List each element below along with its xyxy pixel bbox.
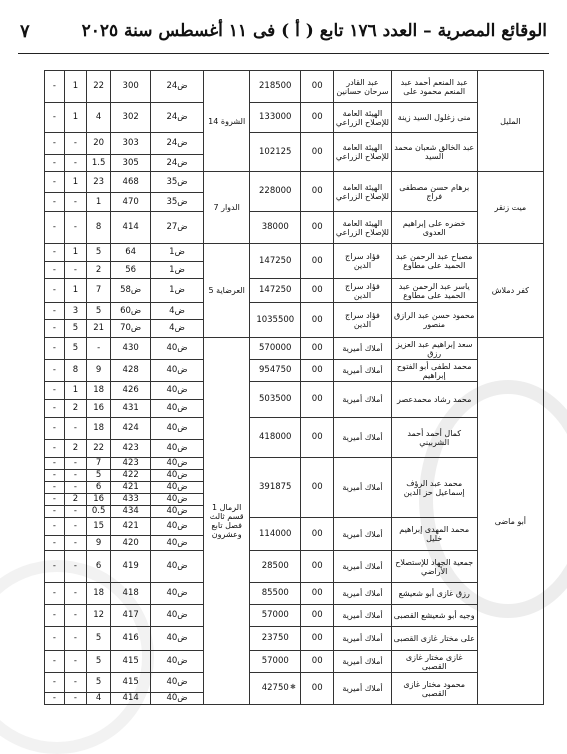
qirat-cell: 2 [64, 494, 86, 506]
holder-name-cell: الهيئة العامة للإصلاح الزراعي [334, 103, 391, 133]
feddan-cell: - [45, 506, 65, 518]
parcel-cell: ض40 [151, 382, 204, 400]
parcel-cell: ض1 [151, 244, 204, 262]
plot-cell: 417 [111, 605, 151, 627]
fraction-cell: 00 [301, 172, 334, 212]
plot-cell: 56 [111, 262, 151, 279]
owner-name-cell: سعد إبراهيم عبد العزيز رزق [391, 338, 477, 360]
feddan-cell: - [45, 627, 65, 651]
owner-name-cell: عبد المنعم أحمد عبد المنعم محمود على [391, 71, 477, 103]
holder-name-cell: أملاك أميرية [334, 418, 391, 458]
village-cell: المليل [477, 71, 543, 172]
parcel-cell: ض40 [151, 470, 204, 482]
sahm-cell: 20 [87, 133, 111, 155]
sahm-cell: 7 [87, 279, 111, 303]
holder-name-cell: أملاك أميرية [334, 360, 391, 382]
feddan-cell: - [45, 262, 65, 279]
sahm-cell: 5 [87, 627, 111, 651]
feddan-cell: - [45, 693, 65, 705]
table-row [45, 303, 544, 320]
owner-name-cell: مصباح عبد الرحمن عبد الحميد على مطاوع [391, 244, 477, 279]
owner-name-cell: على مختار غازى القصبى [391, 627, 477, 651]
owner-name-cell: محمود حسن عبد الرازق منصور [391, 303, 477, 338]
qirat-cell: 1 [64, 382, 86, 400]
holder-name-cell: أملاك أميرية [334, 673, 391, 705]
value-cell: 57000 [250, 651, 301, 673]
owner-name-cell: غازى مختار غازى القصبى [391, 651, 477, 673]
parcel-cell: ض40 [151, 418, 204, 440]
value-cell: 418000 [250, 418, 301, 458]
feddan-cell: - [45, 382, 65, 400]
feddan-cell: - [45, 320, 65, 338]
qirat-cell: - [64, 605, 86, 627]
plot-cell: ض60 [111, 303, 151, 320]
parcel-cell: ض24 [151, 155, 204, 172]
parcel-cell: ض1 [151, 279, 204, 303]
fraction-cell: 00 [301, 212, 334, 244]
sahm-cell: 5 [87, 673, 111, 693]
parcel-cell: ض40 [151, 693, 204, 705]
plot-cell: 423 [111, 440, 151, 458]
parcel-cell: ض40 [151, 536, 204, 551]
feddan-cell: - [45, 338, 65, 360]
plot-cell: 421 [111, 482, 151, 494]
qirat-cell: 5 [64, 320, 86, 338]
holder-name-cell: فؤاد سراج الدين [334, 244, 391, 279]
owner-name-cell: محمد عبد الرؤف إسماعيل حز الدين [391, 458, 477, 518]
sahm-cell: 7 [87, 458, 111, 470]
owner-name-cell: رزق غازى أبو شعيشع [391, 583, 477, 605]
feddan-cell: - [45, 103, 65, 133]
sahm-cell: 6 [87, 551, 111, 583]
table-row [45, 458, 544, 470]
plot-cell: 470 [111, 193, 151, 212]
parcel-cell: ض40 [151, 627, 204, 651]
table-row [45, 583, 544, 605]
fraction-cell: 00 [301, 458, 334, 518]
holder-name-cell: أملاك أميرية [334, 382, 391, 418]
fraction-cell: 00 [301, 627, 334, 651]
holder-name-cell: عبد القادر سرحان حسانين [334, 71, 391, 103]
plot-cell: ض58 [111, 279, 151, 303]
value-cell: 147250 [250, 244, 301, 279]
sahm-cell: 8 [87, 212, 111, 244]
parcel-cell: ض40 [151, 551, 204, 583]
holder-name-cell: أملاك أميرية [334, 338, 391, 360]
plot-cell: 418 [111, 583, 151, 605]
qirat-cell: 2 [64, 440, 86, 458]
hod-cell: العرضاية 5 [204, 244, 250, 338]
plot-cell: 303 [111, 133, 151, 155]
sahm-cell: 22 [87, 440, 111, 458]
qirat-cell: - [64, 551, 86, 583]
plot-cell: ض70 [111, 320, 151, 338]
feddan-cell: - [45, 494, 65, 506]
qirat-cell: 3 [64, 303, 86, 320]
sahm-cell: 2 [87, 262, 111, 279]
feddan-cell: - [45, 551, 65, 583]
holder-name-cell: الهيئة العامة للإصلاح الزراعي [334, 133, 391, 172]
sahm-cell: 1 [87, 193, 111, 212]
qirat-cell: 1 [64, 172, 86, 193]
plot-cell: 419 [111, 551, 151, 583]
feddan-cell: - [45, 458, 65, 470]
fraction-cell: 00 [301, 279, 334, 303]
feddan-cell: - [45, 583, 65, 605]
table-row [45, 279, 544, 303]
fraction-cell: 00 [301, 71, 334, 103]
stamp-mark: ✱ [290, 683, 296, 691]
parcel-cell: ض40 [151, 458, 204, 470]
qirat-cell: - [64, 506, 86, 518]
qirat-cell: - [64, 418, 86, 440]
value-cell: 147250 [250, 279, 301, 303]
qirat-cell: - [64, 627, 86, 651]
qirat-cell: - [64, 212, 86, 244]
owner-name-cell: كمال أحمد أحمد الشربيني [391, 418, 477, 458]
sahm-cell: 0.5 [87, 506, 111, 518]
sahm-cell: 22 [87, 71, 111, 103]
feddan-cell: - [45, 360, 65, 382]
owner-name-cell: عبد الخالق شعبان محمد السيد [391, 133, 477, 172]
value-cell: 85500 [250, 583, 301, 605]
owner-name-cell: خضره على إبراهيم العدوى [391, 212, 477, 244]
owner-name-cell: محمد المهدى إبراهيم خليل [391, 518, 477, 551]
holder-name-cell: الهيئة العامة للإصلاح الزراعي [334, 172, 391, 212]
feddan-cell: - [45, 536, 65, 551]
fraction-cell: 00 [301, 673, 334, 705]
village-cell: كفر دملاش [477, 244, 543, 338]
parcel-cell: ض40 [151, 360, 204, 382]
value-cell: 218500 [250, 71, 301, 103]
qirat-cell: - [64, 518, 86, 536]
feddan-cell: - [45, 155, 65, 172]
parcel-cell: ض40 [151, 583, 204, 605]
plot-cell: 64 [111, 244, 151, 262]
parcel-cell: ض40 [151, 338, 204, 360]
owner-name-cell: برهام حسن مصطفى فراج [391, 172, 477, 212]
holder-name-cell: فؤاد سراج الدين [334, 279, 391, 303]
land-records-table [44, 70, 544, 705]
feddan-cell: - [45, 518, 65, 536]
table-row [45, 71, 544, 103]
fraction-cell: 00 [301, 583, 334, 605]
parcel-cell: ض40 [151, 400, 204, 418]
qirat-cell: 5 [64, 338, 86, 360]
fraction-cell: 00 [301, 518, 334, 551]
qirat-cell: - [64, 673, 86, 693]
feddan-cell: - [45, 482, 65, 494]
plot-cell: 421 [111, 518, 151, 536]
table-row [45, 627, 544, 651]
sahm-cell: 1.5 [87, 155, 111, 172]
parcel-cell: ض40 [151, 482, 204, 494]
plot-cell: 414 [111, 212, 151, 244]
fraction-cell: 00 [301, 360, 334, 382]
holder-name-cell: أملاك أميرية [334, 605, 391, 627]
value-cell: 28500 [250, 551, 301, 583]
plot-cell: 420 [111, 536, 151, 551]
fraction-cell: 00 [301, 551, 334, 583]
fraction-cell: 00 [301, 382, 334, 418]
sahm-cell: 16 [87, 494, 111, 506]
holder-name-cell: الهيئة العامة للإصلاح الزراعي [334, 212, 391, 244]
value-cell: 133000 [250, 103, 301, 133]
holder-name-cell: فؤاد سراج الدين [334, 303, 391, 338]
feddan-cell: - [45, 244, 65, 262]
plot-cell: 433 [111, 494, 151, 506]
feddan-cell: - [45, 172, 65, 193]
plot-cell: 428 [111, 360, 151, 382]
sahm-cell: 5 [87, 303, 111, 320]
qirat-cell: - [64, 193, 86, 212]
plot-cell: 422 [111, 470, 151, 482]
value-cell: 102125 [250, 133, 301, 172]
table-row [45, 244, 544, 262]
feddan-cell: - [45, 651, 65, 673]
qirat-cell: - [64, 482, 86, 494]
parcel-cell: ض35 [151, 172, 204, 193]
plot-cell: 468 [111, 172, 151, 193]
plot-cell: 414 [111, 693, 151, 705]
sahm-cell: 9 [87, 360, 111, 382]
sahm-cell: 16 [87, 400, 111, 418]
value-cell: 954750 [250, 360, 301, 382]
feddan-cell: - [45, 400, 65, 418]
hod-cell: الرمال 1 قسم ثالث فصل تابع وعشرون [204, 338, 250, 705]
header-rule [18, 53, 549, 54]
sahm-cell: 18 [87, 418, 111, 440]
parcel-cell: ض40 [151, 651, 204, 673]
holder-name-cell: أملاك أميرية [334, 651, 391, 673]
plot-cell: 423 [111, 458, 151, 470]
holder-name-cell: أملاك أميرية [334, 583, 391, 605]
gazette-title: الوقائع المصرية – العدد ١٧٦ تابع ( أ ) فى ١١ أغسطس سنة ٢٠٢٥ [81, 21, 547, 41]
table-row [45, 382, 544, 400]
table-row [45, 651, 544, 673]
parcel-cell: ض24 [151, 103, 204, 133]
plot-cell: 430 [111, 338, 151, 360]
qirat-cell: - [64, 470, 86, 482]
parcel-cell: ض40 [151, 440, 204, 458]
plot-cell: 426 [111, 382, 151, 400]
qirat-cell: - [64, 693, 86, 705]
value-cell: 391875 [250, 458, 301, 518]
feddan-cell: - [45, 418, 65, 440]
sahm-cell: 4 [87, 103, 111, 133]
feddan-cell: - [45, 605, 65, 627]
table-row [45, 551, 544, 583]
plot-cell: 424 [111, 418, 151, 440]
owner-name-cell: جمعية الجهاد للإستصلاح الأراضي [391, 551, 477, 583]
plot-cell: 416 [111, 627, 151, 651]
parcel-cell: ض24 [151, 133, 204, 155]
owner-name-cell: محمد رشاد محمدعصر [391, 382, 477, 418]
fraction-cell: 00 [301, 338, 334, 360]
parcel-cell: ض4 [151, 303, 204, 320]
fraction-cell: 00 [301, 103, 334, 133]
sahm-cell: 18 [87, 583, 111, 605]
feddan-cell: - [45, 673, 65, 693]
value-cell: 57000 [250, 605, 301, 627]
owner-name-cell: منى زغلول السيد زينة [391, 103, 477, 133]
qirat-cell: - [64, 536, 86, 551]
fraction-cell: 00 [301, 244, 334, 279]
hod-cell: الشروة 14 [204, 71, 250, 172]
plot-cell: 431 [111, 400, 151, 418]
parcel-cell: ض40 [151, 494, 204, 506]
value-cell: 503500 [250, 382, 301, 418]
sahm-cell: 5 [87, 651, 111, 673]
qirat-cell: - [64, 133, 86, 155]
feddan-cell: - [45, 193, 65, 212]
qirat-cell: 1 [64, 279, 86, 303]
parcel-cell: ض40 [151, 506, 204, 518]
sahm-cell: - [87, 338, 111, 360]
hod-cell: الدوار 7 [204, 172, 250, 244]
plot-cell: 305 [111, 155, 151, 172]
value-cell: 114000 [250, 518, 301, 551]
table-row [45, 360, 544, 382]
fraction-cell: 00 [301, 303, 334, 338]
feddan-cell: - [45, 440, 65, 458]
sahm-cell: 23 [87, 172, 111, 193]
value-cell: 42750 [250, 673, 301, 705]
qirat-cell: 8 [64, 360, 86, 382]
sahm-cell: 4 [87, 693, 111, 705]
holder-name-cell: أملاك أميرية [334, 551, 391, 583]
owner-name-cell: وجيه أبو شعيشع القصبى [391, 605, 477, 627]
feddan-cell: - [45, 212, 65, 244]
table-row [45, 172, 544, 193]
table-row [45, 338, 544, 360]
plot-cell: 434 [111, 506, 151, 518]
page-number: ٧ [20, 20, 30, 42]
plot-cell: 415 [111, 651, 151, 673]
sahm-cell: 6 [87, 482, 111, 494]
qirat-cell: 1 [64, 103, 86, 133]
value-cell: 38000 [250, 212, 301, 244]
parcel-cell: ض1 [151, 262, 204, 279]
sahm-cell: 5 [87, 244, 111, 262]
holder-name-cell: أملاك أميرية [334, 627, 391, 651]
qirat-cell: - [64, 262, 86, 279]
value-cell: 1035500 [250, 303, 301, 338]
value-cell: 23750 [250, 627, 301, 651]
parcel-cell: ض40 [151, 518, 204, 536]
holder-name-cell: أملاك أميرية [334, 518, 391, 551]
qirat-cell: 2 [64, 400, 86, 418]
feddan-cell: - [45, 71, 65, 103]
village-cell: أبو ماضى [477, 338, 543, 705]
value-cell: 570000 [250, 338, 301, 360]
fraction-cell: 00 [301, 418, 334, 458]
owner-name-cell: ياسر عبد الرحمن عبد الحميد على مطاوع [391, 279, 477, 303]
qirat-cell: - [64, 651, 86, 673]
parcel-cell: ض40 [151, 605, 204, 627]
feddan-cell: - [45, 133, 65, 155]
owner-name-cell: محمود مختار غازى القصبى [391, 673, 477, 705]
feddan-cell: - [45, 470, 65, 482]
table-row [45, 103, 544, 133]
table-row [45, 605, 544, 627]
table-row [45, 212, 544, 244]
qirat-cell: - [64, 155, 86, 172]
sahm-cell: 18 [87, 382, 111, 400]
feddan-cell: - [45, 279, 65, 303]
sahm-cell: 12 [87, 605, 111, 627]
plot-cell: 302 [111, 103, 151, 133]
plot-cell: 300 [111, 71, 151, 103]
fraction-cell: 00 [301, 651, 334, 673]
sahm-cell: 9 [87, 536, 111, 551]
holder-name-cell: أملاك أميرية [334, 458, 391, 518]
table-row [45, 518, 544, 536]
page-header [20, 14, 547, 48]
sahm-cell: 21 [87, 320, 111, 338]
parcel-cell: ض35 [151, 193, 204, 212]
parcel-cell: ض4 [151, 320, 204, 338]
qirat-cell: 1 [64, 71, 86, 103]
value-cell: 228000 [250, 172, 301, 212]
fraction-cell: 00 [301, 605, 334, 627]
parcel-cell: ض40 [151, 673, 204, 693]
owner-name-cell: محمد لطفى أبو الفتوح إبراهيم [391, 360, 477, 382]
fraction-cell: 00 [301, 133, 334, 172]
feddan-cell: - [45, 303, 65, 320]
table-row [45, 418, 544, 440]
village-cell: ميت زنقر [477, 172, 543, 244]
parcel-cell: ض24 [151, 71, 204, 103]
plot-cell: 415 [111, 673, 151, 693]
qirat-cell: - [64, 458, 86, 470]
qirat-cell: 1 [64, 244, 86, 262]
parcel-cell: ض27 [151, 212, 204, 244]
qirat-cell: - [64, 583, 86, 605]
sahm-cell: 5 [87, 470, 111, 482]
sahm-cell: 15 [87, 518, 111, 536]
table-row [45, 133, 544, 155]
